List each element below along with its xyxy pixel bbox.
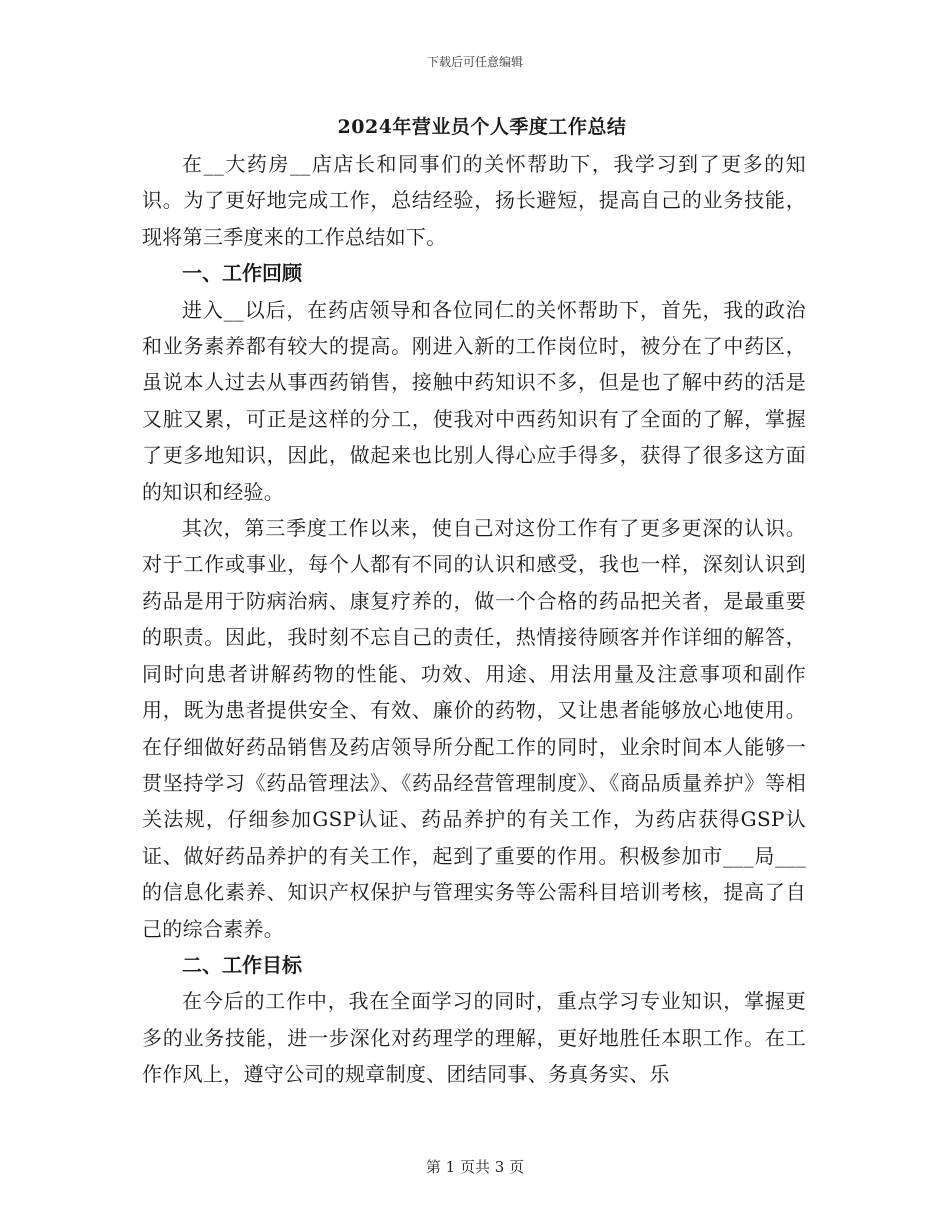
page-footer: 第 1 页共 3 页 <box>425 1158 525 1176</box>
section-heading-goals: 二、工作目标 <box>182 952 302 977</box>
review-paragraph-1: 进入__以后，在药店领导和各位同仁的关怀帮助下，首先，我的政治和业务素养都有较大的提高。刚进入新的工作岗位时，被分在了中药区，虽说本人过去从事西药销售，接触中药知识不多，但是也了解中药的活是又脏又累，可正是这样的分工，使我对中西药知识有了全面的了解，掌握了更多地知识，因此，做起来也比别人得心应手得多，获得了很多这方面的知识和经验。 <box>142 297 806 504</box>
section-heading-review: 一、工作回顾 <box>182 261 302 286</box>
goals-paragraph-1: 在今后的工作中，我在全面学习的同时，重点学习专业知识，掌握更多的业务技能，进一步深化对药理学的理解，更好地胜任本职工作。在工作作风上，遵守公司的规章制度、团结同事、务真务实、乐 <box>142 989 806 1087</box>
document-title: 2024年营业员个人季度工作总结 <box>337 116 627 138</box>
intro-paragraph: 在__大药房__店店长和同事们的关怀帮助下，我学习到了更多的知识。为了更好地完成工作，总结经验，扬长避短，提高自己的业务技能，现将第三季度来的工作总结如下。 <box>142 152 806 249</box>
page-header: 下载后可任意编辑 <box>426 55 523 69</box>
review-paragraph-2: 其次，第三季度工作以来，使自己对这份工作有了更多更深的认识。对于工作或事业，每个人都有不同的认识和感受，我也一样，深刻认识到药品是用于防病治病、康复疗养的，做一个合格的药品把关者，是最重要的职责。因此，我时刻不忘自己的责任，热情接待顾客并作详细的解答，同时向患者讲解药物的性能、功效、用途、用法用量及注意事项和副作用，既为患者提供安全、有效、廉价的药物，又让患者能够放心地使用。在仔细做好药品销售及药店领导所分配工作的同时，业余时间本人能够一贯坚持学习《药品管理法》、《药品经营管理制度》、《商品质量养护》等相关法规，仔细参加GSP认证、药品养护的有关工作，为药店获得GSP认证、做好药品养护的有关工作，起到了重要的作用。积极参加市___局___的信息化素养、知识产权保护与管理实务等公需科目培训考核，提高了自己的综合素养。 <box>142 516 806 941</box>
document-body <box>142 108 806 1093</box>
